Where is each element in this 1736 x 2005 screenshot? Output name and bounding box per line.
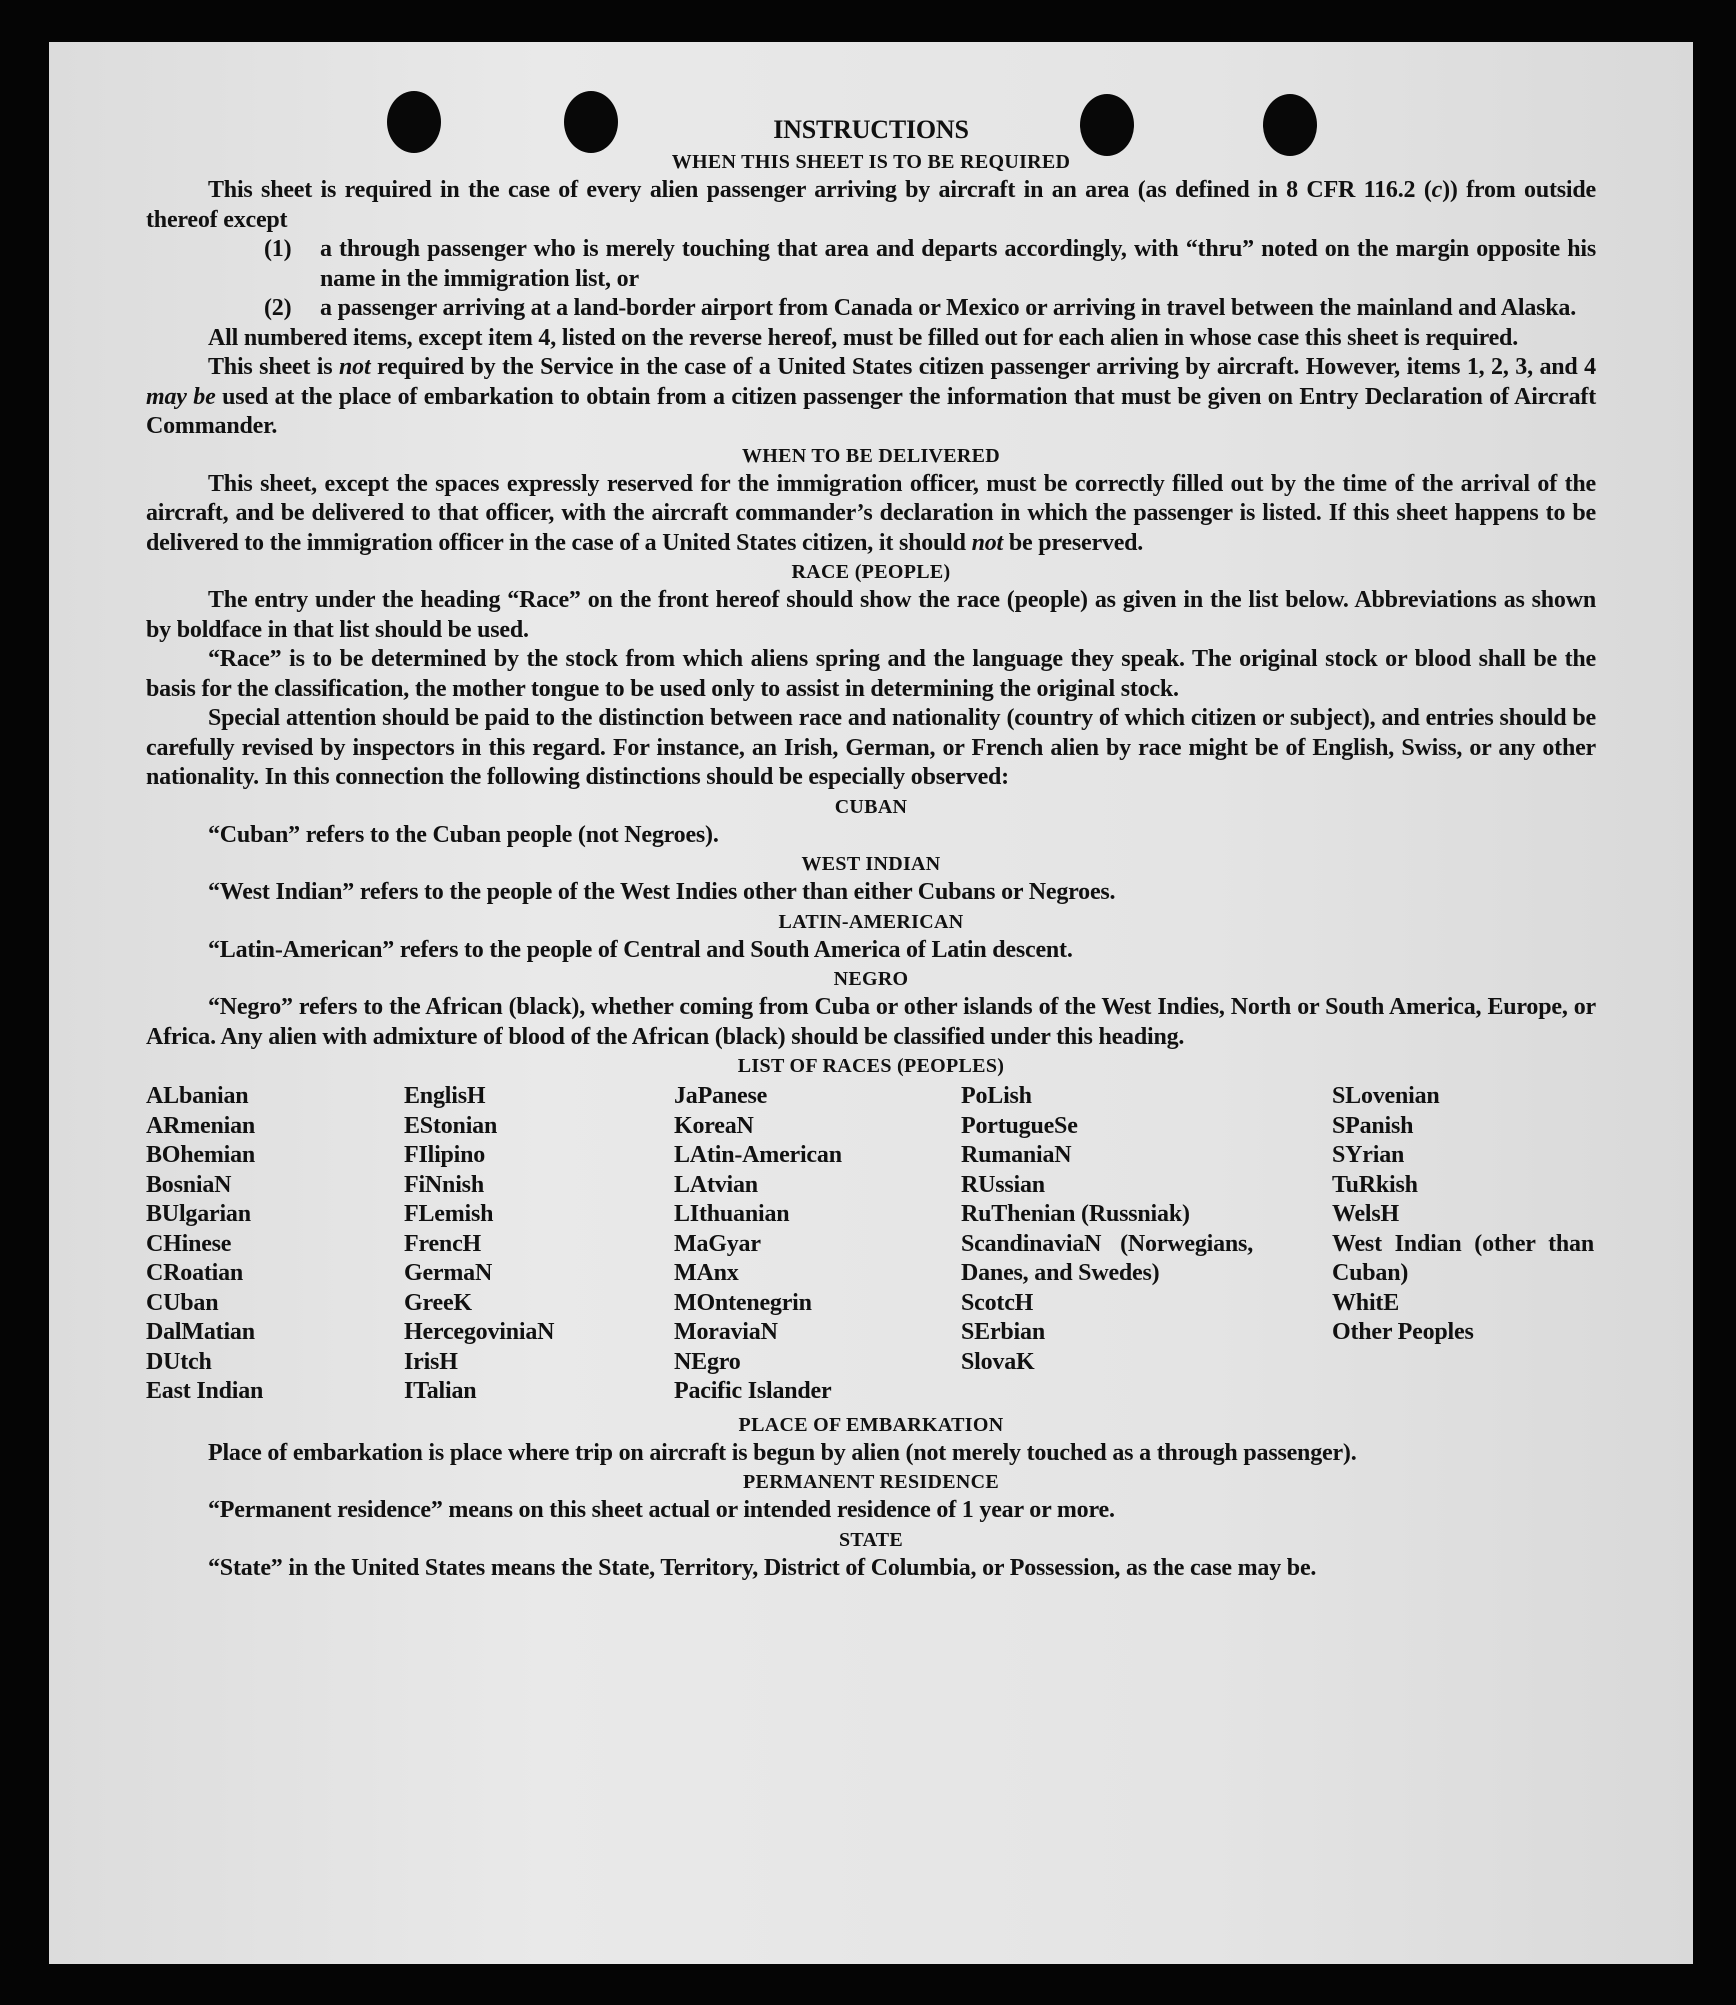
section-heading: WHEN TO BE DELIVERED xyxy=(741,444,1001,467)
text: This sheet is xyxy=(208,354,339,380)
text: )) from outside thereof except xyxy=(146,177,1596,233)
race-entry: TuRkish xyxy=(1332,1171,1418,1198)
race-entry: ALbanian xyxy=(146,1083,249,1109)
race-entry: EnglisH xyxy=(404,1083,486,1109)
text: not xyxy=(971,529,1004,556)
section-heading: LATIN-AMERICAN xyxy=(778,910,964,933)
race-entry: PortugueSe xyxy=(961,1112,1078,1139)
race-entry: BosniaN xyxy=(146,1171,232,1198)
race-entry: MaGyar xyxy=(674,1230,761,1257)
text: used at the place of embarkation to obtain from a citizen passenger the information that must be given on Entry Declaration of Aircraft Commander. xyxy=(146,383,1596,439)
race-entry: West Indian (other than Cuban) xyxy=(1332,1230,1594,1286)
race-entry: LAtin-American xyxy=(674,1142,842,1168)
race-entry: CUban xyxy=(146,1289,219,1316)
race-entry: CRoatian xyxy=(146,1260,244,1286)
item-text: a through passenger who is merely touching that area and departs accordingly, with “thru” noted on the margin opposite his name in the immigration list, or xyxy=(320,236,1596,292)
race-entry: MOntenegrin xyxy=(674,1289,812,1316)
race-entry: ARmenian xyxy=(146,1112,256,1139)
race-entry: FrencH xyxy=(404,1230,481,1257)
section-heading: CUBAN xyxy=(834,795,908,818)
race-entry: SlovaK xyxy=(961,1348,1035,1375)
paragraph: “West Indian” refers to the people of the West Indies other than either Cubans or Negroes. xyxy=(208,879,1116,905)
race-entry: FIlipino xyxy=(404,1142,486,1168)
race-entry: WhitE xyxy=(1332,1289,1400,1316)
text: may be xyxy=(146,383,216,410)
section-heading: NEGRO xyxy=(833,968,909,990)
text: This sheet, except the spaces expressly reserved for the immigration officer, must be correctly filled out by the time of the arrival of the aircraft, and be delivered to that officer, with the aircraft commander’s declaration in which the passenger is listed. If this sheet happens to be delivered to the immigration officer in the case of a United States citizen, it should xyxy=(146,470,1596,556)
race-column xyxy=(961,1082,1332,1407)
race-entry: KoreaN xyxy=(674,1112,754,1139)
race-entry: MAnx xyxy=(674,1260,739,1286)
paragraph: Place of embarkation is place where trip on aircraft is begun by alien (not merely touched as a through passenger). xyxy=(208,1439,1357,1466)
item-text: a passenger arriving at a land-border airport from Canada or Mexico or arriving in travel between the mainland and Alaska. xyxy=(320,295,1577,321)
race-entry: SErbian xyxy=(961,1319,1045,1345)
item-number: (1) xyxy=(264,236,292,262)
paragraph: “Permanent residence” means on this sheet actual or intended residence of 1 year or more. xyxy=(208,1497,1115,1523)
paragraph: “Latin-American” refers to the people of Central and South America of Latin descent. xyxy=(208,936,1073,963)
race-entry: DUtch xyxy=(146,1348,212,1375)
instructions-content xyxy=(146,112,1596,1583)
paragraph xyxy=(146,470,1596,559)
race-list xyxy=(146,1082,1596,1407)
race-entry: LAtvian xyxy=(674,1171,758,1198)
race-entry: GreeK xyxy=(404,1289,472,1316)
race-entry: PoLish xyxy=(961,1083,1032,1109)
paragraph: “Cuban” refers to the Cuban people (not Negroes). xyxy=(208,821,719,848)
race-entry: Other Peoples xyxy=(1332,1319,1474,1345)
list-item xyxy=(264,294,1596,324)
race-entry: JaPanese xyxy=(674,1083,768,1109)
paragraph: “State” in the United States means the State, Territory, District of Columbia, or Possession, as the case may be. xyxy=(208,1554,1317,1581)
race-entry: CHinese xyxy=(146,1230,232,1257)
race-entry: IrisH xyxy=(404,1348,458,1375)
race-entry: GermaN xyxy=(404,1260,493,1286)
race-entry: ITalian xyxy=(404,1378,477,1404)
item-number: (2) xyxy=(264,295,292,321)
race-entry: BOhemian xyxy=(146,1142,256,1168)
race-entry: RumaniaN xyxy=(961,1142,1072,1168)
text: c xyxy=(1431,177,1443,203)
race-entry: RuThenian (Russniak) xyxy=(961,1201,1190,1227)
paragraph: Special attention should be paid to the distinction between race and nationality (country of which citizen or subject), and entries should be carefully revised by inspectors in this regard. For instance, an Irish, German, or French alien by race might be of English, Swiss, or any other nationality. In this connection the following distinctions should be especially observed: xyxy=(146,705,1596,790)
race-entry: SPanish xyxy=(1332,1112,1414,1139)
section-heading: RACE (PEOPLE) xyxy=(791,561,951,583)
page-title: INSTRUCTIONS xyxy=(773,115,969,144)
list-item xyxy=(264,235,1596,294)
paragraph: All numbered items, except item 4, listed on the reverse hereof, must be filled out for each alien in whose case this sheet is required. xyxy=(208,324,1518,351)
race-column xyxy=(674,1082,961,1407)
text: This sheet is required in the case of every alien passenger arriving by aircraft in an area (as defined in 8 CFR 116.2 ( xyxy=(208,177,1432,203)
section-heading: LIST OF RACES (PEOPLES) xyxy=(737,1055,1005,1077)
race-entry: LIthuanian xyxy=(674,1201,790,1227)
section-heading: STATE xyxy=(838,1528,904,1551)
race-entry: EStonian xyxy=(404,1112,498,1139)
text: required by the Service in the case of a United States citizen passenger arriving by aircraft. However, items 1, 2, 3, and 4 xyxy=(370,354,1596,380)
section-heading: PLACE OF EMBARKATION xyxy=(738,1413,1004,1436)
race-entry: SLovenian xyxy=(1332,1083,1440,1109)
race-entry: BUlgarian xyxy=(146,1201,251,1227)
section-heading: WEST INDIAN xyxy=(801,853,941,875)
race-entry: Pacific Islander xyxy=(674,1378,832,1404)
text: be preserved. xyxy=(1003,529,1144,556)
race-entry: MoraviaN xyxy=(674,1319,778,1345)
race-column xyxy=(404,1082,674,1407)
paragraph: “Negro” refers to the African (black), whether coming from Cuba or other islands of the West Indies, North or South America, Europe, or Africa. Any alien with admixture of blood of the African (black) should be classified under this heading. xyxy=(146,994,1596,1050)
paragraph xyxy=(146,353,1596,442)
race-entry: DalMatian xyxy=(146,1319,255,1345)
section-heading: PERMANENT RESIDENCE xyxy=(743,1471,999,1493)
race-entry: ScandinaviaN (Norwegians, Danes, and Swedes) xyxy=(961,1230,1253,1286)
text: not xyxy=(339,354,371,380)
paragraph xyxy=(146,176,1596,235)
paragraph: The entry under the heading “Race” on the front hereof should show the race (people) as given in the list below. Abbreviations as shown by boldface in that list should be used. xyxy=(146,587,1596,643)
race-entry: ScotcH xyxy=(961,1289,1034,1316)
race-entry: FLemish xyxy=(404,1201,494,1227)
race-entry: FiNnish xyxy=(404,1171,484,1198)
race-entry: NEgro xyxy=(674,1348,741,1375)
paragraph: “Race” is to be determined by the stock from which aliens spring and the language they speak. The original stock or blood shall be the basis for the classification, the mother tongue to be used only to assist in determining the original stock. xyxy=(146,646,1596,702)
race-entry: East Indian xyxy=(146,1378,264,1404)
race-entry: HercegoviniaN xyxy=(404,1319,555,1345)
race-entry: SYrian xyxy=(1332,1142,1405,1168)
section-heading: WHEN THIS SHEET IS TO BE REQUIRED xyxy=(671,151,1071,173)
race-column xyxy=(146,1082,404,1407)
race-entry: RUssian xyxy=(961,1171,1045,1198)
race-column xyxy=(1332,1082,1596,1407)
race-entry: WelsH xyxy=(1332,1201,1400,1227)
